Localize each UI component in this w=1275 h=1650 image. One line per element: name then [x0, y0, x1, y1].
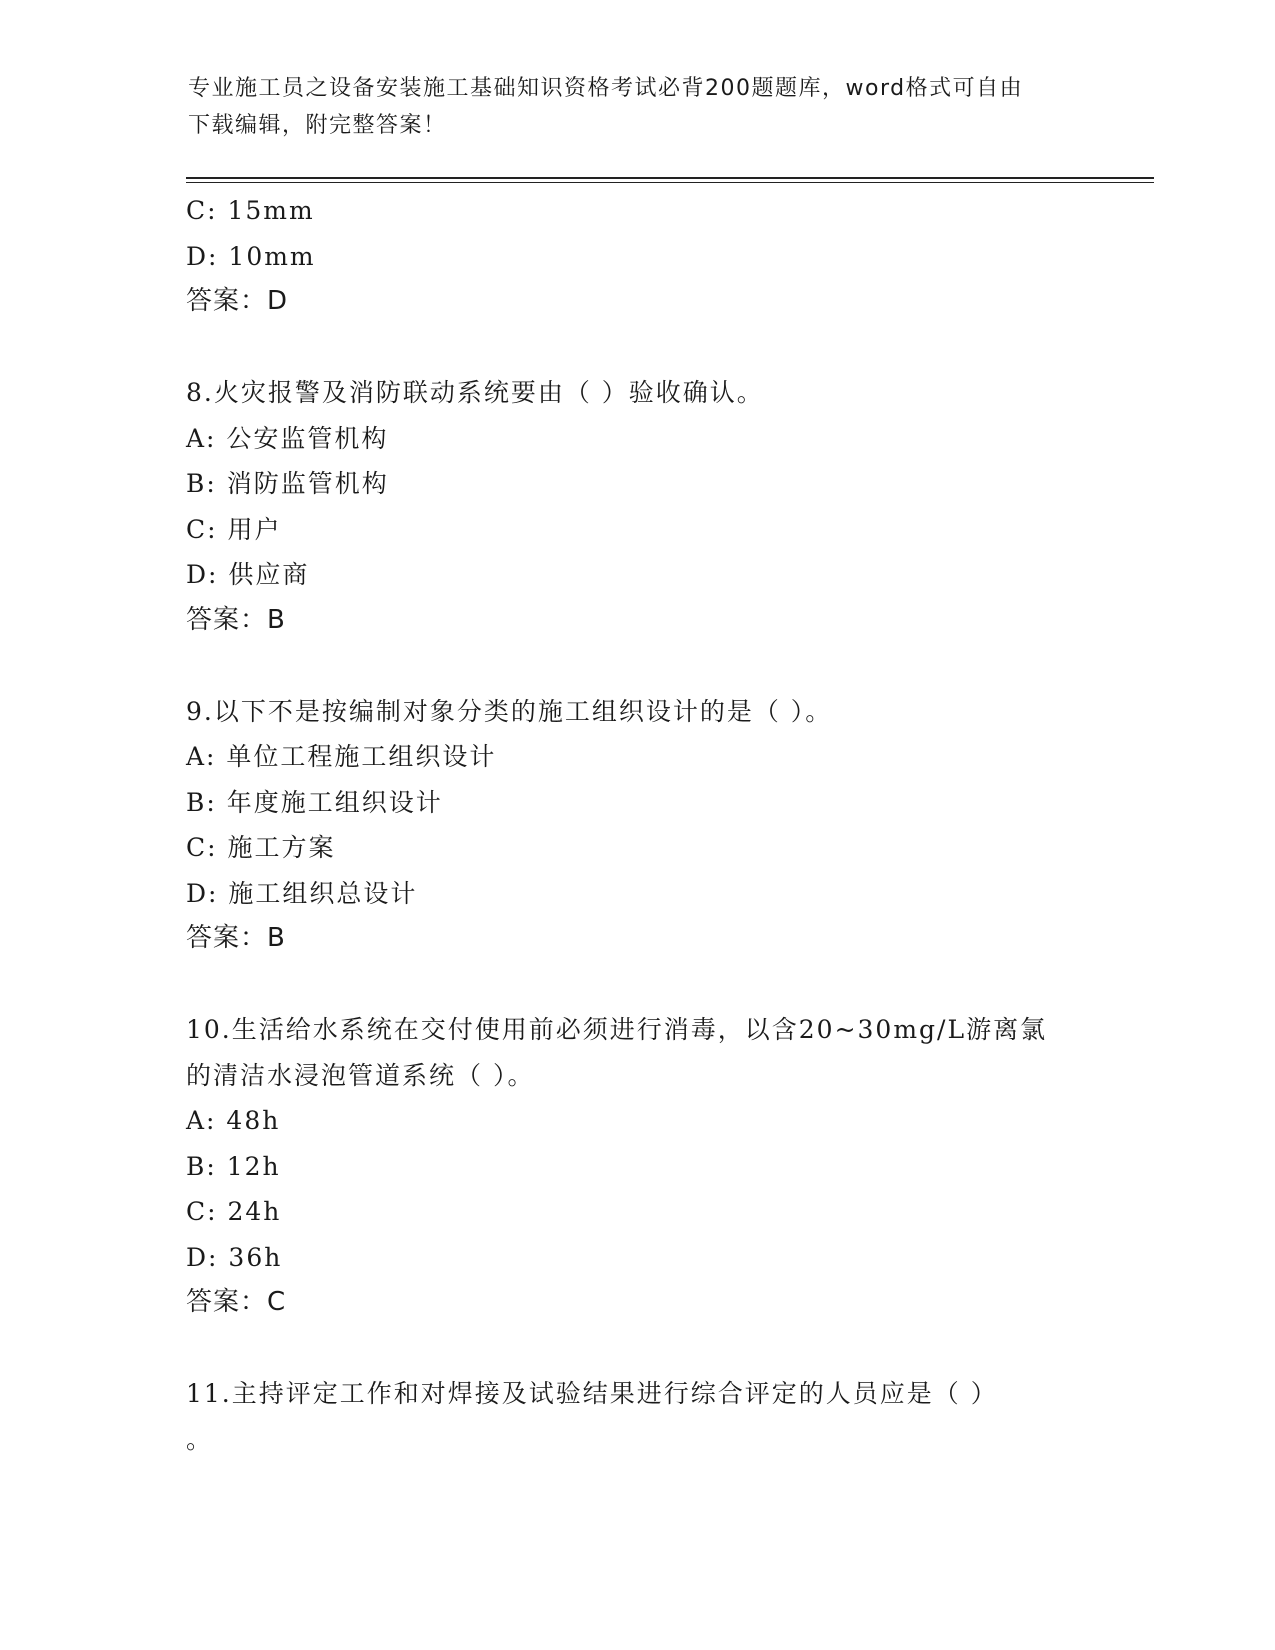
question-stem-line-1: 11.主持评定工作和对焊接及试验结果进行综合评定的人员应是（ ）	[186, 1379, 998, 1408]
option-a: A: 公安监管机构	[186, 423, 389, 453]
document-header	[188, 70, 1088, 144]
option-c: C: 24h	[186, 1197, 282, 1226]
option-c: C: 施工方案	[186, 833, 336, 862]
option-b: B: 消防监管机构	[186, 469, 389, 498]
option-d: D: 10mm	[186, 241, 316, 271]
question-list	[186, 188, 1086, 1462]
header-line-2: 下载编辑，附完整答案！	[188, 113, 447, 138]
question-stem: 8.火灾报警及消防联动系统要由（ ）验收确认。	[186, 378, 764, 407]
option-b: B: 12h	[186, 1151, 281, 1181]
option-d: D: 施工组织总设计	[186, 878, 418, 908]
header-rule-thin	[186, 182, 1154, 183]
option-a: A: 48h	[186, 1106, 281, 1135]
answer: 答案：D	[186, 286, 289, 316]
option-a: A: 单位工程施工组织设计	[186, 742, 497, 771]
option-b: B: 年度施工组织设计	[186, 787, 443, 817]
question-stem-line-2: 的清洁水浸泡管道系统（ ）。	[186, 1060, 535, 1090]
question-stem-line-2: 。	[186, 1424, 214, 1454]
header-rule-thick	[186, 177, 1154, 179]
answer: 答案：C	[186, 1287, 287, 1317]
answer: 答案：B	[186, 604, 286, 635]
question-stem-line-1: 10.生活给水系统在交付使用前必须进行消毒，以含20~30mg/L游离氯	[186, 1015, 1048, 1044]
header-line-1: 专业施工员之设备安装施工基础知识资格考试必背200题题库，word格式可自由	[188, 76, 1024, 101]
question-stem: 9.以下不是按编制对象分类的施工组织设计的是（ ）。	[186, 696, 833, 726]
answer: 答案：B	[186, 923, 286, 953]
option-d: D: 供应商	[186, 560, 310, 589]
option-c: C: 15mm	[186, 196, 315, 225]
option-d: D: 36h	[186, 1242, 283, 1272]
option-c: C: 用户	[186, 514, 282, 544]
